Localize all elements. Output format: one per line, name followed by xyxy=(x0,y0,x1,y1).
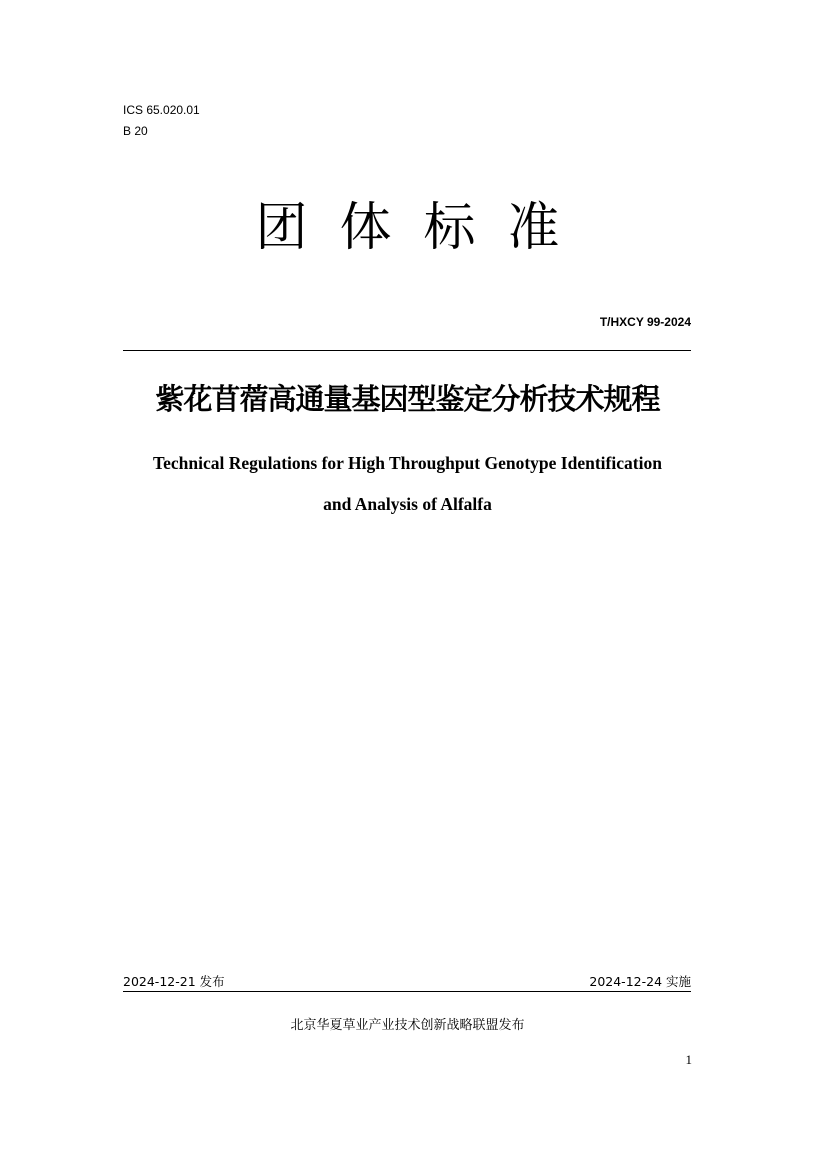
chinese-title: 紫花苜蓿高通量基因型鉴定分析技术规程 xyxy=(155,382,660,416)
standard-number: T/HXCY 99-2024 xyxy=(599,315,691,329)
publisher: 北京华夏草业产业技术创新战略联盟发布 xyxy=(290,1018,525,1033)
english-title-line-1: Technical Regulations for High Throughput Genotype Identification xyxy=(153,453,662,473)
publish-date: 2024-12-21 发布 xyxy=(123,974,225,989)
english-title-line-2: and Analysis of Alfalfa xyxy=(323,494,492,514)
ics-code: ICS 65.020.01 xyxy=(123,103,200,117)
document-type-heading: 团体标准 xyxy=(255,198,592,258)
page-number: 1 xyxy=(685,1052,692,1067)
ccs-code: B 20 xyxy=(123,124,148,138)
top-divider xyxy=(123,350,691,351)
bottom-divider xyxy=(123,991,691,992)
effective-date: 2024-12-24 实施 xyxy=(589,974,691,989)
